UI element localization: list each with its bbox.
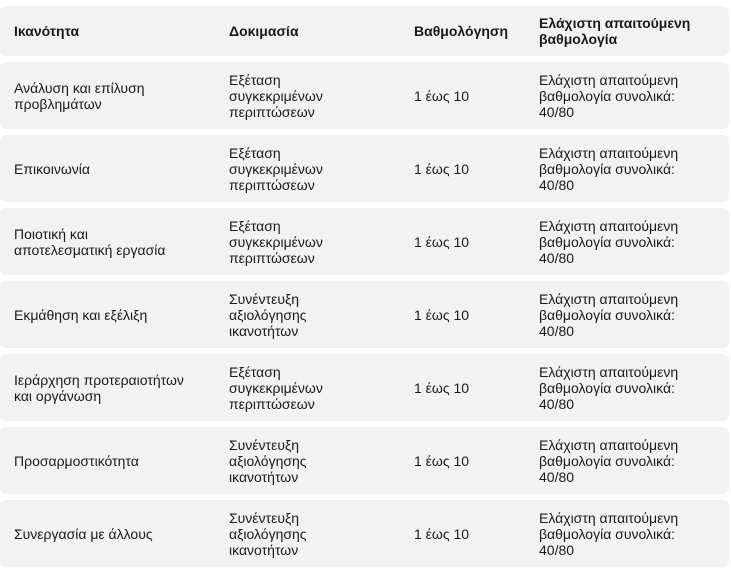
table-header-row (0, 6, 729, 56)
cell-competency: Συνεργασία με άλλους (14, 525, 153, 542)
cell-test: Συνέντευξη αξιολόγησης ικανοτήτων (229, 509, 307, 558)
cell-test: Εξέταση συγκεκριμένων περιπτώσεων (229, 217, 323, 266)
table-row (0, 208, 729, 275)
header-test: Δοκιμασία (229, 23, 299, 39)
table-row (0, 354, 729, 421)
table-row (0, 62, 729, 129)
cell-scoring: 1 έως 10 (414, 160, 470, 177)
cell-test: Εξέταση συγκεκριμένων περιπτώσεων (229, 144, 323, 193)
cell-scoring: 1 έως 10 (414, 87, 470, 104)
cell-test: Συνέντευξη αξιολόγησης ικανοτήτων (229, 436, 307, 485)
cell-competency: Ανάλυση και επίλυση προβλημάτων (14, 79, 145, 112)
cell-scoring: 1 έως 10 (414, 379, 470, 396)
cell-scoring: 1 έως 10 (414, 233, 470, 250)
cell-competency: Εκμάθηση και εξέλιξη (14, 306, 148, 323)
header-minimum-score: Ελάχιστη απαιτούμενη βαθμολογία (539, 15, 691, 47)
cell-minimum-score: Ελάχιστη απαιτούμενη βαθμολογία συνολικά: 40/80 (539, 217, 679, 266)
header-competency: Ικανότητα (14, 23, 80, 39)
cell-minimum-score: Ελάχιστη απαιτούμενη βαθμολογία συνολικά: 40/80 (539, 71, 679, 120)
cell-minimum-score: Ελάχιστη απαιτούμενη βαθμολογία συνολικά: 40/80 (539, 144, 679, 193)
table-row (0, 500, 729, 567)
cell-competency: Ιεράρχηση προτεραιοτήτων και οργάνωση (14, 371, 184, 404)
cell-minimum-score: Ελάχιστη απαιτούμενη βαθμολογία συνολικά: 40/80 (539, 436, 679, 485)
cell-competency: Προσαρμοστικότητα (14, 452, 139, 469)
cell-test: Εξέταση συγκεκριμένων περιπτώσεων (229, 363, 323, 412)
table-row (0, 135, 729, 202)
cell-scoring: 1 έως 10 (414, 525, 470, 542)
cell-test: Εξέταση συγκεκριμένων περιπτώσεων (229, 71, 323, 120)
cell-minimum-score: Ελάχιστη απαιτούμενη βαθμολογία συνολικά: 40/80 (539, 290, 679, 339)
cell-competency: Ποιοτική και αποτελεσματική εργασία (14, 225, 166, 258)
table-row (0, 427, 729, 494)
cell-scoring: 1 έως 10 (414, 452, 470, 469)
cell-competency: Επικοινωνία (14, 160, 90, 177)
cell-minimum-score: Ελάχιστη απαιτούμενη βαθμολογία συνολικά: 40/80 (539, 509, 679, 558)
table-row (0, 281, 729, 348)
cell-scoring: 1 έως 10 (414, 306, 470, 323)
header-scoring: Βαθμολόγηση (414, 23, 509, 39)
cell-minimum-score: Ελάχιστη απαιτούμενη βαθμολογία συνολικά: 40/80 (539, 363, 679, 412)
cell-test: Συνέντευξη αξιολόγησης ικανοτήτων (229, 290, 307, 339)
